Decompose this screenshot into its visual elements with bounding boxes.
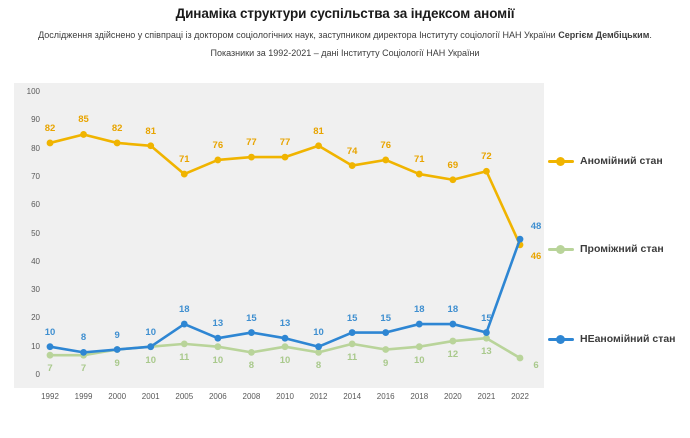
subtitle-pre-text: Дослідження здійснено у співпраці із доктором соціологічних наук, заступником директора Інституту соціології НАН України — [38, 30, 559, 40]
series-point — [382, 346, 389, 353]
series-point — [47, 352, 54, 359]
data-label: 48 — [530, 221, 542, 233]
subtitle-source: Показники за 1992-2021 – дані Інституту Соціології НАН України — [210, 48, 480, 58]
series-point — [47, 140, 54, 147]
series-point — [282, 343, 289, 350]
data-label: 71 — [178, 154, 190, 166]
y-axis-tick-label: 50 — [31, 228, 40, 238]
x-axis-tick-label: 2021 — [477, 392, 496, 401]
data-label: 18 — [413, 304, 425, 316]
data-label: 8 — [248, 360, 255, 372]
series-point — [449, 338, 456, 345]
x-axis-tick-label: 1992 — [41, 392, 59, 401]
series-point — [449, 176, 456, 183]
x-axis-tick-label: 2005 — [175, 392, 194, 401]
series-point — [214, 335, 221, 342]
data-label: 10 — [279, 354, 291, 366]
data-label: 9 — [114, 329, 120, 341]
y-axis-tick-label: 40 — [31, 256, 40, 266]
series-point — [80, 349, 87, 356]
data-label: 81 — [313, 125, 324, 137]
series-point — [80, 131, 87, 138]
data-label: 15 — [346, 312, 358, 324]
data-label: 9 — [114, 357, 120, 369]
series-point — [248, 349, 255, 356]
data-label: 13 — [481, 346, 492, 358]
legend-item-label[interactable]: Аномійний стан — [580, 155, 663, 167]
series-point — [416, 343, 423, 350]
x-axis-tick-label: 2014 — [343, 392, 362, 401]
page-title: Динаміка структури суспільства за індексом аномії — [175, 6, 515, 21]
data-label: 69 — [447, 159, 459, 171]
series-point — [382, 329, 389, 336]
series-point — [416, 171, 423, 178]
x-axis-tick-label: 1999 — [74, 392, 93, 401]
data-label: 8 — [80, 332, 87, 344]
subtitle-researcher-name: Сергієм Дембіцьким — [558, 30, 650, 40]
series-point — [114, 140, 121, 147]
legend-item-label[interactable]: Проміжний стан — [580, 243, 664, 255]
data-label: 9 — [383, 357, 389, 369]
series-point — [214, 343, 221, 350]
y-axis-tick-label: 20 — [31, 313, 40, 323]
data-label: 15 — [380, 312, 391, 324]
data-label: 10 — [44, 326, 56, 338]
series-point — [382, 157, 389, 164]
series-point — [349, 162, 356, 169]
data-label: 77 — [246, 137, 257, 149]
data-label: 71 — [413, 154, 425, 166]
data-label: 82 — [111, 122, 123, 134]
data-label: 10 — [212, 354, 224, 366]
series-line — [50, 134, 520, 244]
legend-item-label[interactable]: НЕаномійний стан — [580, 333, 676, 345]
data-label: 77 — [279, 137, 291, 149]
x-axis-tick-label: 2022 — [511, 392, 529, 401]
series-point — [248, 329, 255, 336]
series-point — [47, 343, 54, 350]
legend-dot-marker — [556, 157, 565, 166]
series-point — [449, 321, 456, 328]
data-label: 13 — [279, 318, 291, 330]
series-point — [147, 142, 154, 149]
data-label: 12 — [447, 349, 459, 361]
y-axis-tick-label: 90 — [31, 115, 40, 125]
y-axis-tick-label: 10 — [31, 341, 40, 351]
series-point — [248, 154, 255, 161]
series-point — [483, 329, 490, 336]
data-label: 10 — [413, 354, 425, 366]
data-label: 13 — [212, 318, 224, 330]
series-point — [315, 343, 322, 350]
series-point — [282, 335, 289, 342]
data-label: 11 — [179, 351, 190, 363]
x-axis-tick-label: 2001 — [141, 392, 160, 401]
data-label: 10 — [145, 326, 156, 338]
x-axis-tick-label: 2010 — [276, 392, 294, 401]
x-axis-tick-label: 2006 — [208, 392, 227, 401]
data-label: 76 — [212, 139, 224, 151]
data-label: 18 — [178, 304, 190, 316]
data-label: 11 — [347, 351, 358, 363]
data-label: 74 — [346, 145, 358, 157]
series-point — [349, 329, 356, 336]
series-point — [349, 340, 356, 347]
y-axis-tick-label: 70 — [31, 171, 40, 181]
series-point — [114, 346, 121, 353]
series-point — [517, 236, 524, 243]
data-label: 7 — [80, 363, 87, 375]
data-label: 8 — [315, 360, 322, 372]
series-point — [282, 154, 289, 161]
data-label: 18 — [447, 304, 459, 316]
y-axis-tick-label: 80 — [31, 143, 40, 153]
data-label: 15 — [481, 312, 492, 324]
series-point — [416, 321, 423, 328]
data-label: 7 — [47, 363, 53, 375]
data-label: 81 — [145, 125, 156, 137]
data-label: 85 — [78, 114, 89, 126]
subtitle-post-text: . — [649, 30, 652, 40]
data-label: 10 — [145, 354, 156, 366]
y-axis-tick-label: 100 — [26, 87, 40, 96]
data-label: 76 — [380, 139, 391, 151]
x-axis-tick-label: 2016 — [376, 392, 395, 401]
y-axis-tick-label: 30 — [31, 285, 40, 295]
x-axis-tick-label: 2020 — [443, 392, 462, 401]
series-point — [181, 321, 188, 328]
data-label: 46 — [530, 250, 542, 262]
data-label: 10 — [313, 326, 324, 338]
data-label: 82 — [44, 122, 56, 134]
series-point — [181, 340, 188, 347]
x-axis-tick-label: 2008 — [242, 392, 261, 401]
series-point — [315, 142, 322, 149]
x-axis-tick-label: 2012 — [309, 392, 328, 401]
series-point — [214, 157, 221, 164]
data-label: 6 — [533, 360, 539, 372]
x-axis-tick-label: 2000 — [108, 392, 127, 401]
data-label: 15 — [246, 312, 257, 324]
series-point — [483, 168, 490, 175]
legend-dot-marker — [556, 335, 565, 344]
x-axis-tick-label: 2018 — [410, 392, 429, 401]
y-axis-tick-label: 0 — [35, 370, 40, 379]
y-axis-tick-label: 60 — [31, 200, 40, 210]
series-point — [181, 171, 188, 178]
series-point — [147, 343, 154, 350]
data-label: 72 — [481, 151, 492, 163]
legend-dot-marker — [556, 245, 565, 254]
